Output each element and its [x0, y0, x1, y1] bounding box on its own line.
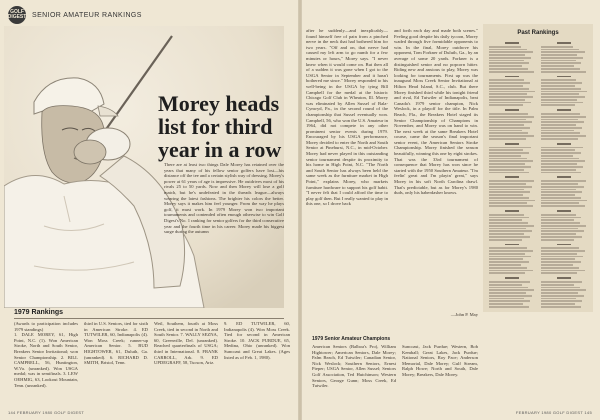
- past-rankings-entry-line: [489, 147, 531, 149]
- past-rankings-year-line: [557, 42, 571, 44]
- past-rankings-entry-line: [489, 202, 527, 204]
- rankings-intro: (Awards to participation includes 1979 standings): [14, 321, 78, 332]
- past-rankings-entry-line: [489, 132, 528, 134]
- past-rankings-entry-line: [541, 225, 586, 227]
- past-rankings-entry-line: [541, 135, 586, 137]
- past-rankings-entry-line: [541, 99, 577, 101]
- past-rankings-entry-line: [489, 152, 529, 154]
- past-rankings-entry-line: [541, 88, 581, 90]
- past-rankings-box: [483, 24, 593, 312]
- past-rankings-entry-line: [489, 258, 523, 260]
- past-rankings-year-line: [557, 277, 571, 279]
- past-rankings-entry-line: [489, 160, 533, 162]
- past-rankings-entry-line: [489, 71, 534, 73]
- past-rankings-year-line: [557, 210, 571, 212]
- past-rankings-title: Past Rankings: [517, 30, 559, 36]
- past-rankings-year-line: [505, 244, 519, 246]
- footer-left: 144 FEBRUARY 1980 GOLF DIGEST: [8, 410, 85, 415]
- past-rankings-entry-line: [489, 127, 530, 129]
- past-rankings-entry-line: [489, 264, 521, 266]
- past-rankings-entry-line: [541, 138, 578, 140]
- past-rankings-entry-line: [489, 186, 532, 188]
- past-rankings-year-line: [557, 143, 571, 145]
- article-column-1: [164, 162, 284, 306]
- past-rankings-entry-line: [541, 49, 579, 51]
- past-rankings-entry-line: [541, 200, 587, 202]
- past-rankings-entry-line: [489, 292, 526, 294]
- past-rankings-entry-line: [541, 217, 581, 219]
- page-gutter: [298, 0, 302, 420]
- past-rankings-entry-line: [489, 88, 529, 90]
- past-rankings-entry-line: [489, 233, 524, 235]
- past-rankings-list: [489, 40, 587, 308]
- past-rankings-entry-line: [541, 289, 586, 291]
- past-rankings-entry-line: [541, 228, 578, 230]
- article-body-2: after he suddenly—and inexplicably—found himself free of pain from a pinched nerve in the neck that had bothered him for two years. "Off and on, that nerve had caused my left arm to go numb for a few minutes or hours," Morey says. "I never knew when it would come on. But then all of a sudden it was gone when I got to the USGA Senior in September and it hasn't bothered me since." Morey responded to his well-being in the USGA by tying Bill Campbell for the medal at the historic Chicago Golf Club in Wheaton, Ill. Morey was eliminated by Allen Sussel of Bala-Cynwyd, Pa., in the second round of the championship that Sussel eventually won. Campbell, 56, who won the U.S. Amateur in 1964, did not compete in any other prominent senior events during 1979. Encouraged by his USGA performance, Morey decided to enter the North and South Senior at Pinehurst, N.C., in mid-October. Morey had never played in this outstanding senior tournament despite its proximity to his home in High Point, N.C. "The North and South Senior has always been held the same week as the furniture market in High Point," explains Morey, who markets furniture hardware to support his golf habit. "I never felt that I could afford the time to play golf then. But I really wanted to play in this one, so I drove back: [306, 28, 388, 207]
- past-rankings-entry-line: [541, 93, 579, 95]
- past-rankings-entry-line: [489, 247, 527, 249]
- past-rankings-entry-line: [489, 284, 522, 286]
- rankings-title: 1979 Rankings: [14, 309, 64, 316]
- past-rankings-column-left: [489, 40, 535, 308]
- past-rankings-entry-line: [541, 197, 581, 199]
- past-rankings-column-right: [541, 40, 587, 308]
- past-rankings-entry-line: [489, 62, 529, 64]
- rankings-text-4: 9. ED TUTWILER, 60, Indianapolis (4). Won Moss Creek. Tied for second in American Stroke. 10. JACK PURDUE, 65, Medina, Ohio (unranked). Won Suncoast and Great Lakes. (Ages listed as of Feb. 1, 1980).: [224, 321, 290, 360]
- past-rankings-entry-line: [489, 155, 521, 157]
- past-rankings-entry-line: [541, 272, 577, 274]
- past-rankings-entry-line: [489, 228, 526, 230]
- past-rankings-entry-line: [541, 219, 574, 221]
- golf-digest-logo: GOLF DIGEST: [8, 6, 26, 24]
- past-rankings-entry-line: [489, 298, 524, 300]
- headline-line-3: year in a row: [158, 137, 282, 162]
- past-rankings-entry-line: [541, 132, 580, 134]
- past-rankings-entry-line: [489, 239, 522, 241]
- past-rankings-entry-line: [489, 172, 529, 174]
- past-rankings-entry-line: [541, 79, 576, 81]
- past-rankings-entry-line: [489, 253, 525, 255]
- past-rankings-entry-line: [489, 96, 533, 98]
- past-rankings-entry-line: [541, 298, 576, 300]
- past-rankings-entry-line: [541, 62, 581, 64]
- past-rankings-entry-line: [489, 102, 531, 104]
- past-rankings-entry-line: [541, 147, 583, 149]
- past-rankings-entry-line: [541, 250, 585, 252]
- past-rankings-entry-line: [541, 256, 583, 258]
- past-rankings-entry-line: [541, 267, 579, 269]
- article-column-2: [306, 28, 388, 332]
- past-rankings-entry-line: [541, 300, 582, 302]
- article-body-3: and forth each day and made both scenes." Feeling good despite his daily tycoon, Morey waded through five formidable opponents to win. In the final, Morey outdrove his opponent, Tom Forkner of Duluth, Ga., by an average of some 20 yards. Forkner is a distinguished senior and no popcorn hitter. Riding new and anxious to play, Morey was looking for tournaments. First up was the inaugural Moss Creek Senior Invitational at Hilton Head Island, S.C., club. But there Morey finished third while his tonight friend and rival, Ed Tutwiler of Indianapolis, beat Canada's 1979 senior champion, Nick Weslock, in a playoff for the title. In Palm Beach, Fla., the Breakers Hotel staged its Senior Championship of Champions in November, and Morey was on hand to win. The next week at the same Breakers Hotel course, came the season's final important senior event, the American Seniors Stroke Championship. Morey finished the season beautifully, winning this one by eight strokes. That was the 33rd tournament of consequence that Morey has won since he started with the 1950 Southern Amateur. "I'm feelin' great and I'm playin' great," says Morey in his soft North Carolina drawl. That's predictable, but as for Morey's 1980 duds, only his haberdasher knows.: [394, 28, 478, 196]
- past-rankings-entry-line: [541, 57, 583, 59]
- past-rankings-entry-line: [489, 163, 525, 165]
- past-rankings-entry-line: [541, 222, 580, 224]
- past-rankings-entry-line: [489, 79, 524, 81]
- champions-title: 1979 Senior Amateur Champions: [312, 336, 391, 342]
- past-rankings-entry-line: [489, 281, 530, 283]
- champions-column-2: [402, 344, 478, 406]
- past-rankings-entry-line: [541, 205, 585, 207]
- footer-right: FEBRUARY 1980 GOLF DIGEST 145: [515, 410, 592, 415]
- past-rankings-entry-line: [541, 180, 586, 182]
- past-rankings-entry-line: [541, 194, 575, 196]
- headline: [158, 92, 288, 161]
- rankings-text-1: 1. DALE MOREY, 61, High Point, N.C. (1). Won American Stroke, North and South Senior, Breakers Senior Invitational; won Senior Championship. 2. BILL CAMPBELL, 56, Huntington, W.Va. (unranked). Won USGA medal; was in semifinals. 3. LEW OEHMIG, 63, Lookout Mountain, Tenn. (unranked).: [14, 332, 78, 388]
- champions-text-1: American Seniors (Balboa's Pro), William Hightower; American Seniors, Dale Morey; Palm Beach, Ed Tutwiler; Canadian Senior, Nick Weslock; Southern Seniors, Ernest Pieper; USGA Senior, Allen Sussel; Seniors Golf Association, Ted Hutchinson; Western Seniors, George Gunn; Moss Creek, Ed Tutwiler.: [312, 344, 396, 389]
- past-rankings-entry-line: [489, 261, 529, 263]
- past-rankings-entry-line: [489, 138, 526, 140]
- past-rankings-entry-line: [489, 113, 528, 115]
- past-rankings-entry-line: [489, 189, 524, 191]
- past-rankings-entry-line: [489, 116, 534, 118]
- past-rankings-year-line: [557, 109, 571, 111]
- past-rankings-entry-line: [489, 250, 533, 252]
- past-rankings-year-line: [505, 42, 519, 44]
- past-rankings-entry-line: [541, 233, 576, 235]
- past-rankings-entry-line: [489, 121, 532, 123]
- past-rankings-entry-line: [489, 169, 524, 171]
- past-rankings-entry-line: [489, 194, 523, 196]
- past-rankings-entry-line: [541, 160, 585, 162]
- past-rankings-entry-line: [489, 200, 535, 202]
- past-rankings-entry-line: [541, 152, 581, 154]
- rankings-rule: [14, 318, 284, 319]
- past-rankings-entry-line: [541, 284, 574, 286]
- past-rankings-entry-line: [489, 119, 526, 121]
- past-rankings-entry-line: [489, 300, 530, 302]
- past-rankings-entry-line: [541, 71, 586, 73]
- past-rankings-entry-line: [541, 303, 575, 305]
- past-rankings-year-line: [505, 210, 519, 212]
- past-rankings-entry-line: [541, 85, 575, 87]
- past-rankings-year-line: [557, 244, 571, 246]
- past-rankings-entry-line: [541, 214, 576, 216]
- past-rankings-entry-line: [541, 119, 578, 121]
- past-rankings-year-line: [505, 109, 519, 111]
- past-rankings-entry-line: [489, 197, 529, 199]
- past-rankings-entry-line: [489, 205, 533, 207]
- past-rankings-year-line: [505, 76, 519, 78]
- past-rankings-entry-line: [541, 253, 577, 255]
- past-rankings-entry-line: [541, 65, 574, 67]
- past-rankings-entry-line: [541, 239, 574, 241]
- past-rankings-entry-line: [489, 124, 524, 126]
- past-rankings-entry-line: [541, 54, 577, 56]
- past-rankings-entry-line: [541, 264, 573, 266]
- past-rankings-entry-line: [489, 99, 525, 101]
- rankings-text-2: third in U.S. Seniors, tied for sixth in American Stroke. 4. ED TUTWILER, 60, Indianapolis (4). Won Moss Creek; runner-up American Senior. 5. BUD HIGHTOWER, 61, Duluth, Ga. (unranked). 6. RICHARD D. SMITH, Bristol, Tenn.: [84, 321, 148, 366]
- past-rankings-year-line: [505, 277, 519, 279]
- past-rankings-entry-line: [489, 287, 528, 289]
- past-rankings-entry-line: [541, 149, 575, 151]
- champions-column-1: [312, 344, 396, 406]
- past-rankings-entry-line: [541, 124, 576, 126]
- rankings-column-1: [14, 321, 78, 407]
- past-rankings-entry-line: [489, 303, 523, 305]
- past-rankings-entry-line: [541, 130, 574, 132]
- past-rankings-entry-line: [489, 236, 530, 238]
- past-rankings-entry-line: [541, 46, 573, 48]
- past-rankings-entry-line: [489, 225, 534, 227]
- past-rankings-entry-line: [489, 104, 523, 106]
- past-rankings-entry-line: [489, 60, 524, 62]
- past-rankings-entry-line: [541, 127, 582, 129]
- past-rankings-entry-line: [541, 121, 584, 123]
- past-rankings-entry-line: [541, 166, 583, 168]
- rankings-column-2: [84, 321, 148, 407]
- past-rankings-entry-line: [489, 49, 527, 51]
- rankings-column-4: [224, 321, 290, 407]
- past-rankings-entry-line: [541, 236, 582, 238]
- past-rankings-entry-line: [541, 186, 584, 188]
- past-rankings-entry-line: [489, 85, 523, 87]
- section-title: SENIOR AMATEUR RANKINGS: [32, 11, 142, 19]
- past-rankings-entry-line: [489, 54, 525, 56]
- past-rankings-entry-line: [541, 183, 578, 185]
- past-rankings-entry-line: [541, 258, 575, 260]
- champions-text-2: Suncoast, Jack Purdue; Western, Bob Kemball; Great Lakes, Jack Purdue; National Seniors, Roy Pace; Anderson Memorial, Dale Morey; Gulf Stream, Ralph Howe; North and South, Dale Morey; Breakers, Dale Morey.: [402, 344, 478, 377]
- past-rankings-entry-line: [489, 46, 521, 48]
- past-rankings-entry-line: [541, 169, 576, 171]
- past-rankings-entry-line: [489, 57, 531, 59]
- past-rankings-entry-line: [541, 261, 581, 263]
- past-rankings-year-line: [505, 143, 519, 145]
- header: [8, 4, 142, 26]
- past-rankings-year-line: [557, 176, 571, 178]
- past-rankings-entry-line: [489, 82, 530, 84]
- past-rankings-entry-line: [541, 172, 581, 174]
- past-rankings-entry-line: [489, 222, 528, 224]
- past-rankings-entry-line: [541, 91, 587, 93]
- rankings-text-3: Weil, Southern, fourth at Moss Creek, tied in second in North and South Senior. 7. WALLY SEZNA, 60, Greenville, Del. (unranked). Reached quarterfinals of USGA; third in International. 8. FRANK CARROLL, Ark. 9. ED UPDEGRAFF, 58, Tucson, Ariz.: [154, 321, 218, 366]
- past-rankings-entry-line: [541, 113, 580, 115]
- past-rankings-entry-line: [489, 183, 526, 185]
- past-rankings-entry-line: [541, 60, 576, 62]
- past-rankings-entry-line: [541, 306, 581, 308]
- past-rankings-entry-line: [541, 104, 575, 106]
- past-rankings-entry-line: [541, 158, 579, 160]
- article-body-1: There are at least two things Dale Morey has retained over the years that many of his fellow senior golfers have lost—his distance off the tee and a certain stylish way of dressing. Morey's power at 61 years of age is impressive. He outdrives most of his rivals 25 to 50 yards. Now and then Morey will lose a golf match, but he's undefeated in the threads league—always wearing the latest fashions. The brighter his colors the better. Morey says it makes him feel younger. From the way he plays golf, it must work. In 1979 Morey won two important tournaments and contended often enough otherwise to win Golf Digest's No. 1 ranking for senior golfers for the third consecutive year and the fourth time in his career. Morey made his biggest surge during the autumn: [164, 162, 284, 235]
- past-rankings-entry-line: [541, 292, 578, 294]
- past-rankings-entry-line: [489, 166, 531, 168]
- past-rankings-entry-line: [541, 102, 583, 104]
- past-rankings-entry-line: [541, 163, 577, 165]
- past-rankings-entry-line: [489, 68, 528, 70]
- past-rankings-entry-line: [541, 202, 579, 204]
- past-rankings-entry-line: [541, 230, 584, 232]
- past-rankings-entry-line: [541, 247, 579, 249]
- past-rankings-entry-line: [489, 180, 534, 182]
- past-rankings-entry-line: [541, 295, 584, 297]
- past-rankings-entry-line: [489, 130, 522, 132]
- past-rankings-entry-line: [541, 68, 580, 70]
- past-rankings-entry-line: [489, 214, 524, 216]
- past-rankings-entry-line: [541, 191, 582, 193]
- headline-line-1: Morey heads: [158, 91, 280, 116]
- past-rankings-entry-line: [541, 281, 582, 283]
- past-rankings-entry-line: [541, 287, 580, 289]
- byline: —John P. May: [450, 312, 478, 317]
- past-rankings-entry-line: [489, 51, 533, 53]
- headline-line-2: list for third: [158, 114, 273, 139]
- past-rankings-entry-line: [541, 116, 586, 118]
- past-rankings-entry-line: [541, 51, 585, 53]
- past-rankings-entry-line: [489, 272, 525, 274]
- past-rankings-entry-line: [489, 93, 527, 95]
- past-rankings-entry-line: [489, 219, 522, 221]
- past-rankings-entry-line: [489, 217, 529, 219]
- past-rankings-entry-line: [489, 267, 527, 269]
- past-rankings-year-line: [557, 76, 571, 78]
- past-rankings-entry-line: [541, 96, 585, 98]
- past-rankings-entry-line: [541, 155, 573, 157]
- past-rankings-entry-line: [489, 158, 527, 160]
- past-rankings-year-line: [505, 176, 519, 178]
- article-column-3: [394, 28, 478, 312]
- past-rankings-entry-line: [541, 270, 585, 272]
- past-rankings-entry-line: [489, 135, 534, 137]
- past-rankings-entry-line: [489, 306, 529, 308]
- past-rankings-entry-line: [489, 191, 530, 193]
- past-rankings-entry-line: [541, 189, 576, 191]
- past-rankings-entry-line: [541, 82, 582, 84]
- past-rankings-entry-line: [489, 91, 535, 93]
- rankings-column-3: [154, 321, 218, 407]
- past-rankings-entry-line: [489, 295, 532, 297]
- past-rankings-entry-line: [489, 230, 532, 232]
- past-rankings-entry-line: [489, 289, 534, 291]
- past-rankings-entry-line: [489, 270, 533, 272]
- past-rankings-entry-line: [489, 149, 523, 151]
- past-rankings-entry-line: [489, 256, 531, 258]
- past-rankings-entry-line: [489, 65, 522, 67]
